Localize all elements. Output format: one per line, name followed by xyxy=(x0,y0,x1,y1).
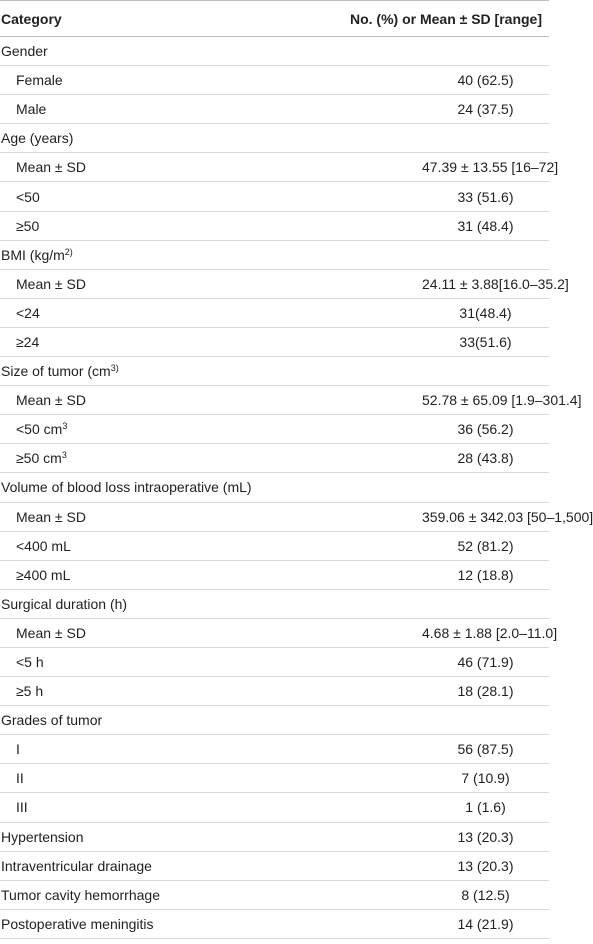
row-value: 52 (81.2) xyxy=(457,537,514,554)
table-row xyxy=(0,240,549,269)
row-label xyxy=(0,647,302,676)
row-label xyxy=(0,95,302,124)
row-label xyxy=(0,793,302,822)
header-value: No. (%) or Mean ± SD [range] xyxy=(302,1,549,37)
row-value xyxy=(302,706,549,735)
row-label-text: Gender xyxy=(1,43,48,60)
row-label xyxy=(0,269,302,298)
row-label xyxy=(0,37,302,66)
table-row xyxy=(0,531,549,560)
table-row xyxy=(0,764,549,793)
row-label xyxy=(0,764,302,793)
row-value: 13 (20.3) xyxy=(457,828,514,845)
row-label-text: Grades of tumor xyxy=(1,712,103,729)
table-row xyxy=(0,182,549,211)
row-label xyxy=(0,502,302,531)
row-label-text: Volume of blood loss intraoperative (mL) xyxy=(1,479,252,496)
row-label xyxy=(0,706,302,735)
row-label xyxy=(0,415,302,444)
table-header-row xyxy=(0,1,549,37)
row-label xyxy=(0,560,302,589)
row-value: 24 (37.5) xyxy=(457,101,514,118)
row-label xyxy=(0,735,302,764)
table-row xyxy=(0,706,549,735)
row-label xyxy=(0,473,302,502)
row-label xyxy=(0,211,302,240)
table-row xyxy=(0,269,549,298)
row-value: 33(51.6) xyxy=(459,333,512,350)
row-label-text: Postoperative meningitis xyxy=(1,915,154,932)
table-row xyxy=(0,415,549,444)
row-value: 46 (71.9) xyxy=(457,654,514,671)
row-value xyxy=(302,37,549,66)
row-value: 1 (1.6) xyxy=(465,799,506,816)
row-label-text: ≥5 h xyxy=(16,683,44,700)
table-row xyxy=(0,473,549,502)
row-value: 52.78 ± 65.09 [1.9–301.4] xyxy=(422,392,582,409)
row-label xyxy=(0,851,302,880)
table-row xyxy=(0,502,549,531)
row-label xyxy=(0,589,302,618)
row-value xyxy=(302,124,549,153)
table-row xyxy=(0,327,549,356)
row-value: 31 (48.4) xyxy=(457,217,514,234)
row-value: 36 (56.2) xyxy=(457,421,514,438)
row-value: 47.39 ± 13.55 [16–72] xyxy=(422,159,559,176)
row-label-text: Size of tumor (cm xyxy=(1,363,111,380)
row-label-text: <50 cm xyxy=(16,421,63,438)
table-row xyxy=(0,386,549,415)
table-row xyxy=(0,909,549,938)
table-row xyxy=(0,357,549,386)
row-value: 24.11 ± 3.88[16.0–35.2] xyxy=(422,275,569,292)
row-label-text: <50 xyxy=(16,188,40,205)
row-label-text: Mean ± SD xyxy=(16,624,86,641)
table-row xyxy=(0,589,549,618)
row-value xyxy=(302,357,549,386)
table-row xyxy=(0,66,549,95)
row-label xyxy=(0,124,302,153)
table-row xyxy=(0,880,549,909)
row-label-text: Mean ± SD xyxy=(16,392,86,409)
row-label xyxy=(0,357,302,386)
row-label-text: Surgical duration (h) xyxy=(1,595,128,612)
row-label xyxy=(0,153,302,182)
row-label xyxy=(0,909,302,938)
row-label-text: II xyxy=(16,770,24,787)
row-label xyxy=(0,531,302,560)
row-label-superscript: 3 xyxy=(61,450,67,461)
row-label-text: Hypertension xyxy=(1,828,84,845)
table-row xyxy=(0,851,549,880)
table-row xyxy=(0,153,549,182)
row-label xyxy=(0,240,302,269)
row-value: 28 (43.8) xyxy=(457,450,514,467)
row-label xyxy=(0,386,302,415)
table-row xyxy=(0,124,549,153)
row-value: 14 (21.9) xyxy=(457,915,514,932)
row-value: 12 (18.8) xyxy=(457,566,514,583)
row-label xyxy=(0,182,302,211)
table-row xyxy=(0,37,549,66)
row-label xyxy=(0,298,302,327)
row-label-text: <24 xyxy=(16,304,40,321)
row-label-text: ≥400 mL xyxy=(16,566,71,583)
row-label-text: <5 h xyxy=(16,654,44,671)
row-label xyxy=(0,677,302,706)
row-label-text: Female xyxy=(16,72,63,89)
row-label-superscript: 3 xyxy=(62,421,68,432)
table-row xyxy=(0,735,549,764)
row-value: 359.06 ± 342.03 [50–1,500] xyxy=(422,508,593,525)
table-row xyxy=(0,95,549,124)
table-row xyxy=(0,211,549,240)
row-label-text: <400 mL xyxy=(16,537,71,554)
header-category: Category xyxy=(0,1,302,37)
row-label-text: III xyxy=(16,799,28,816)
table-row xyxy=(0,822,549,851)
row-value: 33 (51.6) xyxy=(457,188,514,205)
row-value: 56 (87.5) xyxy=(457,741,514,758)
row-value: 18 (28.1) xyxy=(457,683,514,700)
row-label xyxy=(0,880,302,909)
table-row xyxy=(0,444,549,473)
table-row xyxy=(0,618,549,647)
row-value: 13 (20.3) xyxy=(457,857,514,874)
row-value: 40 (62.5) xyxy=(457,72,514,89)
row-label-superscript: 2) xyxy=(64,246,73,257)
row-label-text: I xyxy=(16,741,20,758)
row-value xyxy=(302,589,549,618)
row-label-text: Age (years) xyxy=(1,130,74,147)
row-label xyxy=(0,822,302,851)
row-label-text: Male xyxy=(16,101,47,118)
row-value: 8 (12.5) xyxy=(461,886,510,903)
row-label-superscript: 3) xyxy=(110,363,119,374)
row-value xyxy=(302,473,549,502)
row-value: 4.68 ± 1.88 [2.0–11.0] xyxy=(422,624,558,641)
table-body xyxy=(0,37,593,939)
row-label-text: Intraventricular drainage xyxy=(1,857,152,874)
row-label-text: ≥50 cm xyxy=(16,450,62,467)
row-label-text: Mean ± SD xyxy=(16,508,86,525)
row-label-text: Mean ± SD xyxy=(16,159,86,176)
table-row xyxy=(0,677,549,706)
row-value: 31(48.4) xyxy=(459,304,512,321)
row-label-text: Tumor cavity hemorrhage xyxy=(1,886,160,903)
row-label-text: ≥24 xyxy=(16,333,40,350)
row-label-text: Mean ± SD xyxy=(16,275,86,292)
row-value: 7 (10.9) xyxy=(461,770,510,787)
table-row xyxy=(0,560,549,589)
row-label-text: ≥50 xyxy=(16,217,40,234)
row-label xyxy=(0,444,302,473)
row-value xyxy=(302,240,549,269)
table-row xyxy=(0,793,549,822)
table-row xyxy=(0,647,549,676)
row-label xyxy=(0,618,302,647)
row-label xyxy=(0,66,302,95)
table-row xyxy=(0,298,549,327)
row-label xyxy=(0,327,302,356)
row-label-text: BMI (kg/m xyxy=(1,246,65,263)
